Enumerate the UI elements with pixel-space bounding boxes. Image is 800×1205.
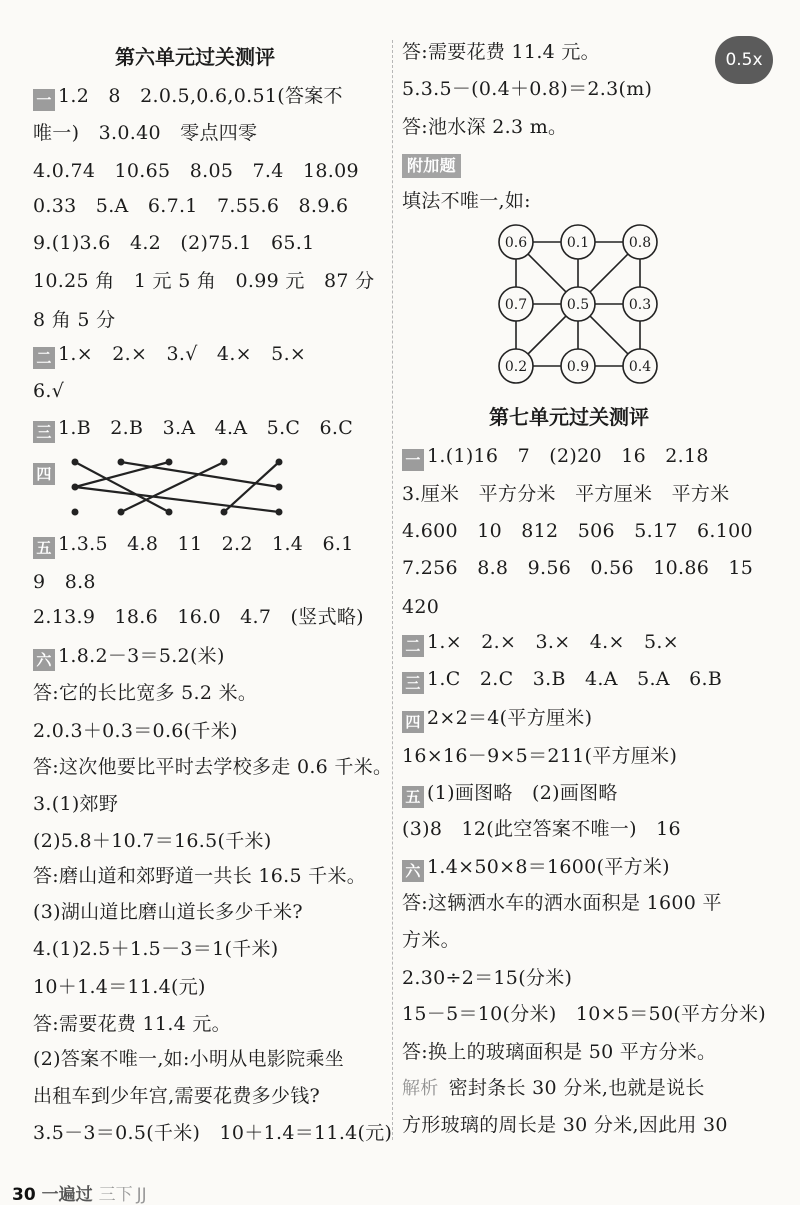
section-five-line-2: 9 8.8 <box>33 571 96 593</box>
u7-section-two-badge: 二 <box>402 635 424 657</box>
u7-section-five-line-1: 五 (1)画图略 (2)画图略 <box>402 781 618 808</box>
section-two-line-2: 6.√ <box>33 380 65 402</box>
analysis-line-2: 方形玻璃的周长是 30 分米,因此用 30 <box>402 1114 728 1136</box>
grid-node-value: 0.5 <box>566 297 590 313</box>
unit-six-title: 第六单元过关测评 <box>115 45 275 69</box>
section-one-badge: 一 <box>33 89 55 111</box>
extra-question-badge: 附加题 <box>402 154 461 178</box>
grid-node-value: 0.9 <box>566 359 590 375</box>
u7-section-one-line-1: 一 1.(1)16 7 (2)20 16 2.18 <box>402 444 709 471</box>
u7-section-five-badge: 五 <box>402 786 424 808</box>
answer-line: 5.3.5－(0.4＋0.8)＝2.3(m) <box>402 78 653 100</box>
section-six-line-1: 六 1.8.2－3＝5.2(米) <box>33 644 225 671</box>
answer-line: 答:这辆洒水车的洒水面积是 1600 平 <box>402 892 722 914</box>
answer-line: 出租车到少年宫,需要花费多少钱? <box>33 1085 321 1107</box>
answer-line: 答:换上的玻璃面积是 50 平方分米。 <box>402 1041 717 1063</box>
u7-section-three-line: 三 1.C 2.C 3.B 4.A 5.A 6.B <box>402 667 722 694</box>
section-two-line-1: 二 1.× 2.× 3.√ 4.× 5.× <box>33 342 306 369</box>
grid-node-value: 0.3 <box>628 297 652 313</box>
u7-section-three-badge: 三 <box>402 672 424 694</box>
grade-label: 三下 <box>98 1185 133 1205</box>
unit-seven-title: 第七单元过关测评 <box>489 405 649 429</box>
section-two-badge: 二 <box>33 347 55 369</box>
section-three-line-1: 三 1.B 2.B 3.A 4.A 5.C 6.C <box>33 416 353 443</box>
page-footer <box>12 1180 147 1205</box>
u7-section-one-line-5: 420 <box>402 596 440 618</box>
answer-line: (2)答案不唯一,如:小明从电影院乘坐 <box>33 1048 345 1070</box>
answer-line: 15－5＝10(分米) 10×5＝50(平方分米) <box>402 1003 766 1025</box>
section-one-line-2: 唯一) 3.0.40 零点四零 <box>33 122 258 144</box>
answer-line: 方米。 <box>402 929 460 951</box>
grid-intro-text: 填法不唯一,如: <box>402 190 531 212</box>
section-one-line-3: 4.0.74 10.65 8.05 7.4 18.09 <box>33 160 359 182</box>
u7-section-one-badge: 一 <box>402 449 424 471</box>
page-number: 30 <box>12 1185 36 1205</box>
u7-section-six-line-1: 六 1.4×50×8＝1600(平方米) <box>402 855 670 882</box>
answer-line: (2)5.8＋10.7＝16.5(千米) <box>33 830 272 852</box>
analysis-label: 解析 <box>402 1078 439 1099</box>
section-one-line-6: 10.25 角 1 元 5 角 0.99 元 87 分 <box>33 270 375 292</box>
u7-section-four-badge: 四 <box>402 711 424 733</box>
section-one-line-1: 一 1.2 8 2.0.5,0.6,0.51(答案不 <box>33 84 343 111</box>
match-line <box>75 462 169 487</box>
extra-question-header <box>402 150 465 178</box>
edition-label: JJ <box>136 1185 147 1205</box>
answer-line: 3.(1)郊野 <box>33 793 119 815</box>
answer-line: 2.30÷2＝15(分米) <box>402 967 573 989</box>
column-divider <box>392 40 393 1140</box>
grid-node-value: 0.6 <box>504 235 528 251</box>
match-line <box>224 462 279 512</box>
brand-name: 一遍过 <box>41 1185 93 1205</box>
answer-line: 答:需要花费 11.4 元。 <box>402 41 600 63</box>
answer-line: 4.(1)2.5＋1.5－3＝1(千米) <box>33 938 279 960</box>
answer-line: 答:需要花费 11.4 元。 <box>33 1013 231 1035</box>
u7-section-two-line: 二 1.× 2.× 3.× 4.× 5.× <box>402 630 679 657</box>
grid-node-value: 0.4 <box>628 359 652 375</box>
answer-line: 答:池水深 2.3 m。 <box>402 116 568 138</box>
number-grid-diagram <box>498 220 652 392</box>
answer-line: (3)湖山道比磨山道长多少千米? <box>33 901 303 923</box>
u7-section-six-badge: 六 <box>402 860 424 882</box>
answer-line: 答:这次他要比平时去学校多走 0.6 千米。 <box>33 756 393 778</box>
section-one-line-4: 0.33 5.A 6.7.1 7.55.6 8.9.6 <box>33 195 349 217</box>
matching-lines-diagram <box>69 452 329 522</box>
answer-line: 答:磨山道和郊野道一共长 16.5 千米。 <box>33 865 367 887</box>
u7-section-one-line-3: 4.600 10 812 506 5.17 6.100 <box>402 520 753 542</box>
u7-section-five-line-2: (3)8 12(此空答案不唯一) 16 <box>402 818 681 840</box>
answer-line: 答:它的长比宽多 5.2 米。 <box>33 682 258 704</box>
answer-line: 2.0.3＋0.3＝0.6(千米) <box>33 720 238 742</box>
section-one-line-7: 8 角 5 分 <box>33 309 116 331</box>
section-three-badge: 三 <box>33 421 55 443</box>
section-four-line <box>33 458 58 485</box>
section-five-line-3: 2.13.9 18.6 16.0 4.7 (竖式略) <box>33 606 364 628</box>
grid-node-value: 0.2 <box>504 359 528 375</box>
u7-section-one-line-4: 7.256 8.8 9.56 0.56 10.86 15 <box>402 557 754 579</box>
section-five-line-1: 五 1.3.5 4.8 11 2.2 1.4 6.1 <box>33 532 354 559</box>
grid-node-value: 0.1 <box>566 235 590 251</box>
u7-section-four-line-2: 16×16－9×5＝211(平方厘米) <box>402 745 678 767</box>
answer-line: 3.5－3＝0.5(千米) 10＋1.4＝11.4(元) <box>33 1122 393 1144</box>
playback-speed-button[interactable]: 0.5x <box>715 36 773 84</box>
answer-line: 10＋1.4＝11.4(元) <box>33 976 206 998</box>
grid-node-value: 0.7 <box>504 297 528 313</box>
analysis-line-1: 解析 密封条长 30 分米,也就是说长 <box>402 1077 705 1099</box>
u7-section-four-line-1: 四 2×2＝4(平方厘米) <box>402 706 592 733</box>
grid-node-value: 0.8 <box>628 235 652 251</box>
u7-section-one-line-2: 3.厘米 平方分米 平方厘米 平方米 <box>402 483 730 505</box>
match-line <box>75 462 169 512</box>
section-one-line-5: 9.(1)3.6 4.2 (2)75.1 65.1 <box>33 232 315 254</box>
section-six-badge: 六 <box>33 649 55 671</box>
section-four-badge: 四 <box>33 463 55 485</box>
section-five-badge: 五 <box>33 537 55 559</box>
